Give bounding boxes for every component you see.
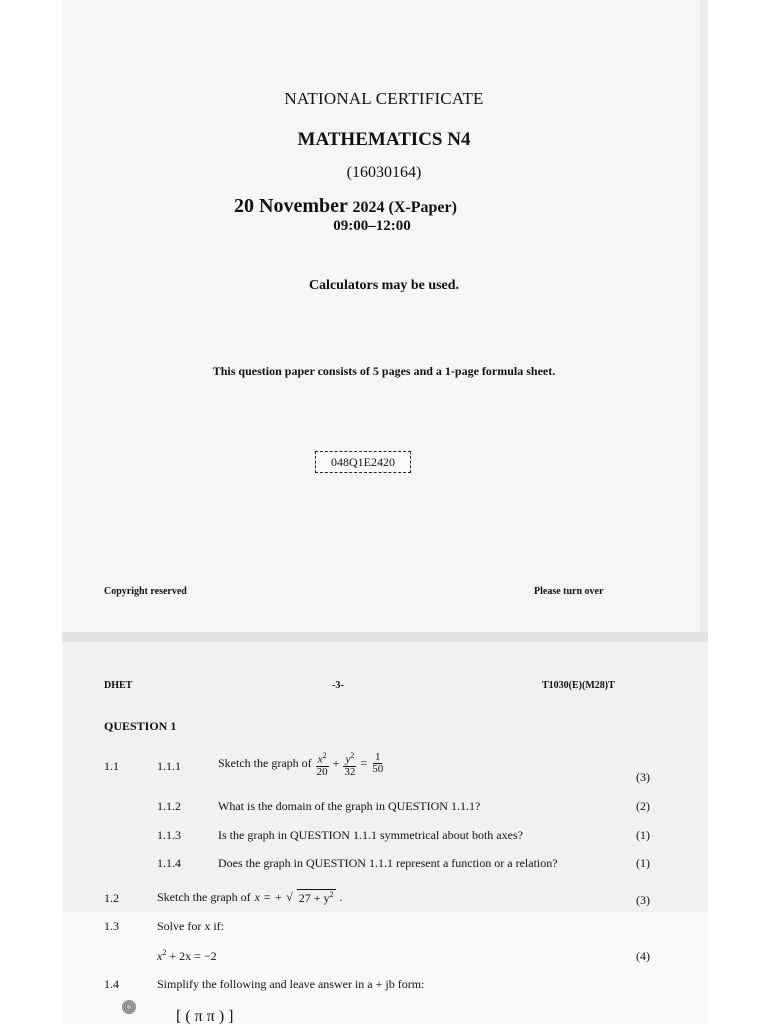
question-number: 1.1	[104, 759, 119, 773]
equation: $x^2 + 2x = -2$	[157, 948, 217, 963]
fraction-x2-20: $\frac{x^2}{20}$	[316, 751, 328, 778]
fraction-y2-32: $\frac{y^2}{32}$	[344, 751, 356, 778]
copyright-footer: Copyright reserved	[104, 586, 187, 597]
page-header-left: DHET	[104, 680, 133, 691]
marks: (1)	[636, 856, 650, 870]
question-number: 1.4	[104, 977, 119, 991]
exam-date	[234, 195, 457, 218]
page-header-right: T1030(E)(M28)T	[542, 680, 615, 691]
q12-expr-sqrt: 27 + y	[298, 891, 330, 905]
paper-barcode: 048Q1E2420	[315, 451, 411, 473]
marks: (3)	[636, 893, 650, 907]
frac3-den: 50	[372, 763, 384, 776]
subquestion-number: 1.1.3	[157, 828, 181, 842]
exam-time: 09:00–12:00	[333, 218, 411, 234]
question-number: 1.2	[104, 891, 119, 905]
question-text: What is the domain of the graph in QUESTION 1.1.1?	[218, 799, 481, 813]
q111-label: Sketch the graph of	[218, 756, 312, 771]
fraction-1-50	[370, 752, 385, 775]
page-number: -3-	[332, 680, 344, 691]
subquestion-number: 1.1.2	[157, 799, 181, 813]
partial-expression: [ ( π π ) ]	[176, 1008, 234, 1025]
frac2-den: 32	[344, 765, 356, 778]
question-text: Sketch the graph of $\frac{x^2}{20}$ + $\frac{y^2}{32}$ = $\frac{1}{50}$	[218, 751, 384, 778]
question-text: Simplify the following and leave answer in a + jb form:	[157, 977, 425, 991]
q13-eq-b: + 2x = −2	[166, 949, 217, 963]
question-number: 1.3	[104, 919, 119, 933]
question-text: Does the graph in QUESTION 1.1.1 represent a function or a relation?	[218, 856, 558, 870]
marks: (1)	[636, 828, 650, 842]
subquestion-number: 1.1.1	[157, 759, 181, 773]
subject-title: MATHEMATICS N4	[297, 129, 471, 150]
frac3-num: 1	[374, 751, 381, 764]
q12-label: Sketch the graph of	[157, 890, 251, 904]
disc-icon	[122, 1000, 136, 1014]
frac2-num: y	[345, 753, 351, 766]
exam-date-day-month: 20 November	[234, 195, 348, 217]
question-text: Is the graph in QUESTION 1.1.1 symmetrical about both axes?	[218, 828, 523, 842]
q13-eq-a: x	[157, 949, 163, 963]
subject-code: (16030164)	[346, 164, 422, 181]
question-title: QUESTION 1	[104, 719, 177, 733]
certificate-title: NATIONAL CERTIFICATE	[284, 89, 484, 108]
marks: (4)	[636, 949, 650, 963]
subquestion-number: 1.1.4	[157, 856, 181, 870]
frac1-num: x	[317, 753, 323, 766]
marks: (2)	[636, 799, 650, 813]
q12-expr-left: x = +	[254, 890, 283, 904]
question-text: Solve for x if:	[157, 919, 224, 933]
exam-date-year-paper: 2024 (X-Paper)	[352, 199, 457, 216]
page-divider	[62, 632, 708, 642]
pages-note: This question paper consists of 5 pages and a 1-page formula sheet.	[212, 364, 556, 378]
turn-over-footer: Please turn over	[534, 586, 604, 597]
frac1-den: 20	[316, 765, 328, 778]
question-text: Sketch the graph of x = + √ $27 + y^2$ .	[157, 890, 343, 905]
calculators-note: Calculators may be used.	[308, 278, 460, 293]
marks: (3)	[636, 770, 650, 784]
